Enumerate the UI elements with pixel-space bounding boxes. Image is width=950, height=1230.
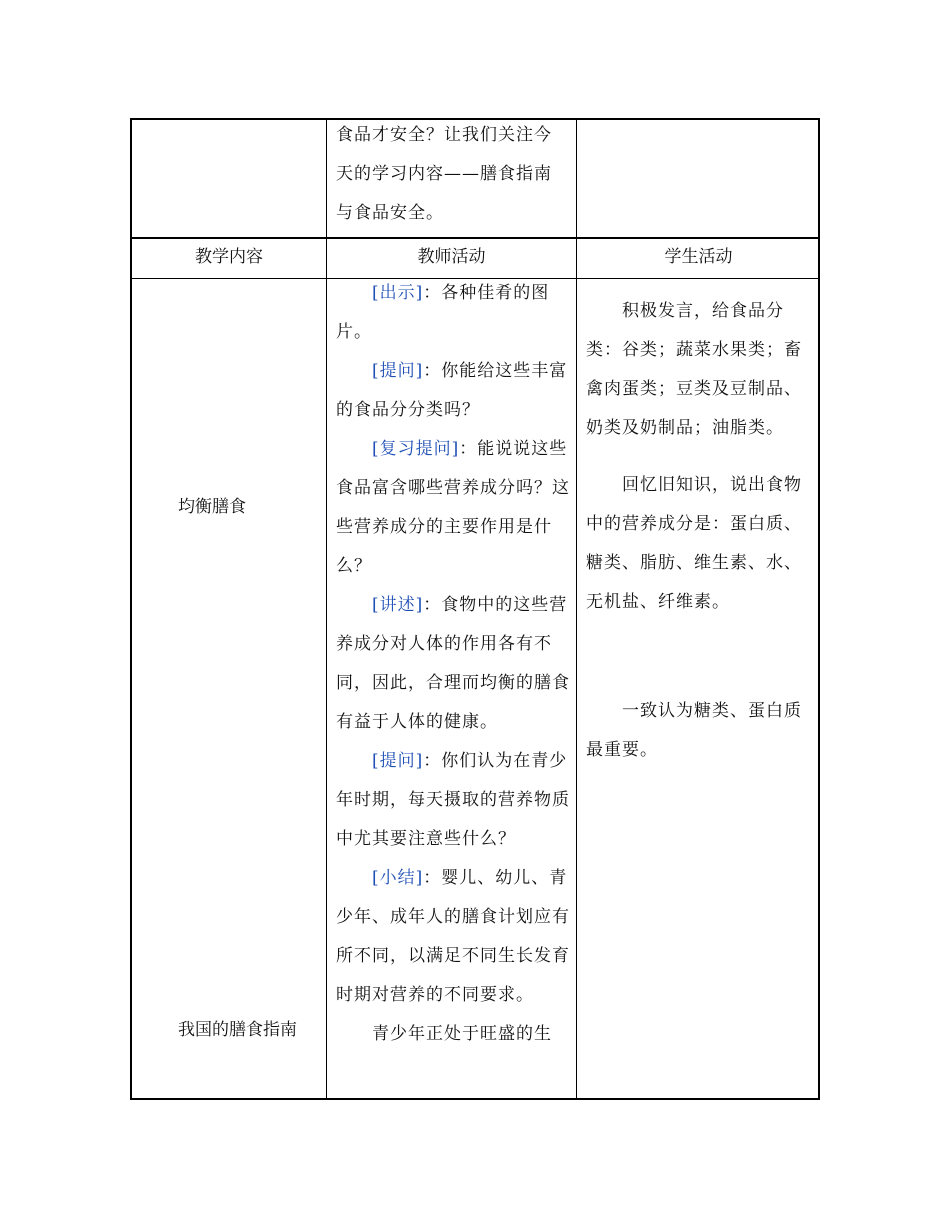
teacher-paragraph: [小结]：婴儿、幼儿、青少年、成年人的膳食计划应有所不同，以满足不同生长发育时期对营养的不同要求。 xyxy=(336,868,570,1005)
top-line: 天的学习内容——膳食指南 xyxy=(336,164,552,184)
teacher-paragraph: [讲述]：食物中的这些营养成分对人体的作用各有不同，因此，合理而均衡的膳食有益于人体的健康。 xyxy=(336,595,570,732)
student-activity-cell xyxy=(586,292,814,770)
teacher-paragraph: [提问]：你能给这些丰富的食品分分类吗？ xyxy=(336,361,568,420)
top-line: 与食品安全。 xyxy=(336,203,444,223)
student-paragraph: 积极发言，给食品分类：谷类；蔬菜水果类；畜禽肉蛋类；豆类及豆制品、奶类及奶制品；油脂类。 xyxy=(586,301,802,438)
teacher-paragraph: [复习提问]：能说说这些食品富含哪些营养成分吗？这些营养成分的主要作用是什么？ xyxy=(336,439,570,576)
student-paragraph: 一致认为糖类、蛋白质最重要。 xyxy=(586,701,802,760)
student-paragraph: 回忆旧知识，说出食物中的营养成分是：蛋白质、糖类、脂肪、维生素、水、无机盐、纤维素。 xyxy=(586,475,802,612)
top-line: 食品才安全？让我们关注今 xyxy=(336,125,552,145)
teacher-paragraph: [出示]：各种佳肴的图片。 xyxy=(336,283,550,342)
topic-dietary-guide: 我国的膳食指南 xyxy=(178,1020,297,1040)
teacher-paragraph: 青少年正处于旺盛的生 xyxy=(372,1024,552,1044)
top-teacher-cell xyxy=(336,116,570,233)
header-student: 学生活动 xyxy=(664,247,733,267)
teacher-activity-cell xyxy=(336,274,570,1054)
header-content: 教学内容 xyxy=(195,247,263,267)
header-teacher: 教师活动 xyxy=(417,247,486,267)
teacher-paragraph: [提问]：你们认为在青少年时期，每天摄取的营养物质中尤其要注意些什么？ xyxy=(336,751,570,849)
topic-balanced-diet: 均衡膳食 xyxy=(178,497,246,517)
lesson-plan-table xyxy=(130,118,820,1100)
